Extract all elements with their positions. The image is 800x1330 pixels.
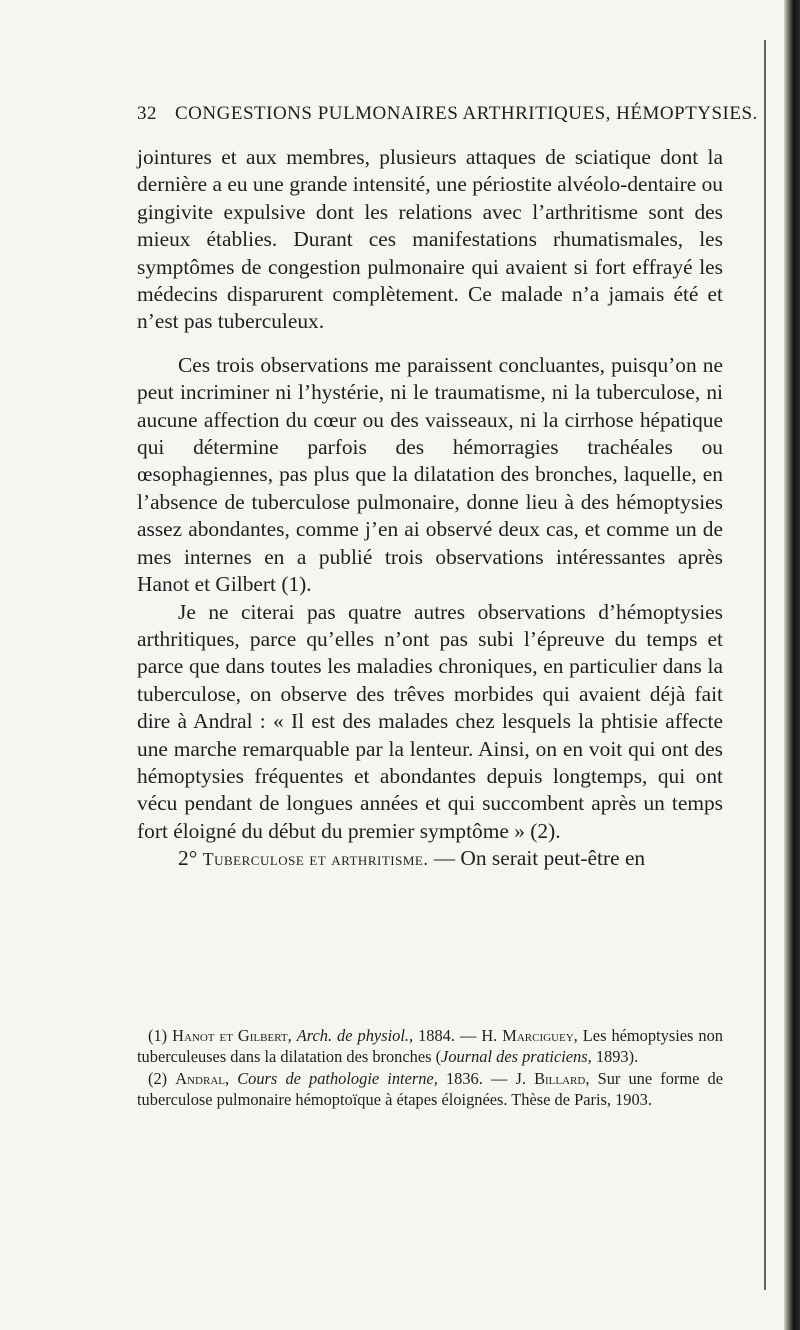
paragraph: jointures et aux membres, plusieurs attaques de sciatique dont la dernière a eu une grande intensité, une périostite alvéolo-dentaire ou gingivite expulsive dont les relations avec l’arthritisme sont des mieux établies. Durant ces manifestations rhumatismales, les symptômes de congestion pulmonaire qui avaient si fort effrayé les médecins disparurent complètement. Ce malade n’a jamais été et n’est pas tuberculeux. bbox=[137, 145, 723, 334]
running-title: CONGESTIONS PULMONAIRES ARTHRITIQUES, HÉMOPTYSIES. bbox=[175, 103, 758, 124]
section-title: Tuberculose et arthritisme. bbox=[202, 849, 429, 870]
section-text: — On serait peut-être en bbox=[433, 846, 646, 871]
footnote: (1) Hanot et Gilbert, Arch. de physiol., 1884. — H. Marciguey, Les hémoptysies non tuberculeuses dans la dilatation des bronches (Journal des praticiens, 1893). bbox=[137, 1026, 723, 1066]
page-number: 32 bbox=[137, 103, 157, 124]
section-number: 2° bbox=[178, 846, 198, 871]
footnotes bbox=[137, 1026, 723, 1112]
paragraph: Je ne citerai pas quatre autres observations d’hémoptysies arthritiques, parce qu’elles n’ont pas subi l’épreuve du temps et parce que dans toutes les maladies chroniques, en particulier dans la tuberculose, on observe des trêves morbides qui avaient déjà fait dire à Andral : « Il est des malades chez lesquels la phtisie affecte une marche remarquable par la lenteur. Ainsi, on en voit qui ont des hémoptysies fréquentes et abondantes depuis longtemps, qui ont vécu pendant de longues années et qui succombent après un temps fort éloigné du début du premier symptôme » (2). bbox=[137, 599, 723, 843]
paragraph: Ces trois observations me paraissent concluantes, puisqu’on ne peut incriminer ni l’hystérie, ni le traumatisme, ni la tuberculose, ni aucune affection du cœur ou des vaisseaux, ni la cirrhose hépatique qui détermine parfois des hémorragies trachéales ou œsophagiennes, pas plus que la dilatation des bronches, laquelle, en l’absence de tuberculose pulmonaire, donne lieu à des hémoptysies assez abondantes, comme j’en ai observé deux cas, et comme un de mes internes en a publié trois observations intéressantes après Hanot et Gilbert (1). bbox=[137, 352, 723, 597]
main-text bbox=[137, 144, 723, 874]
book-spine-shadow bbox=[784, 0, 800, 1330]
section-heading bbox=[137, 845, 723, 873]
page-edge-line bbox=[764, 40, 766, 1290]
footnote: (2) Andral, Cours de pathologie interne, 1836. — J. Billard, Sur une forme de tuberculose pulmonaire hémoptoïque à étapes éloignées. Thèse de Paris, 1903. bbox=[137, 1069, 723, 1109]
